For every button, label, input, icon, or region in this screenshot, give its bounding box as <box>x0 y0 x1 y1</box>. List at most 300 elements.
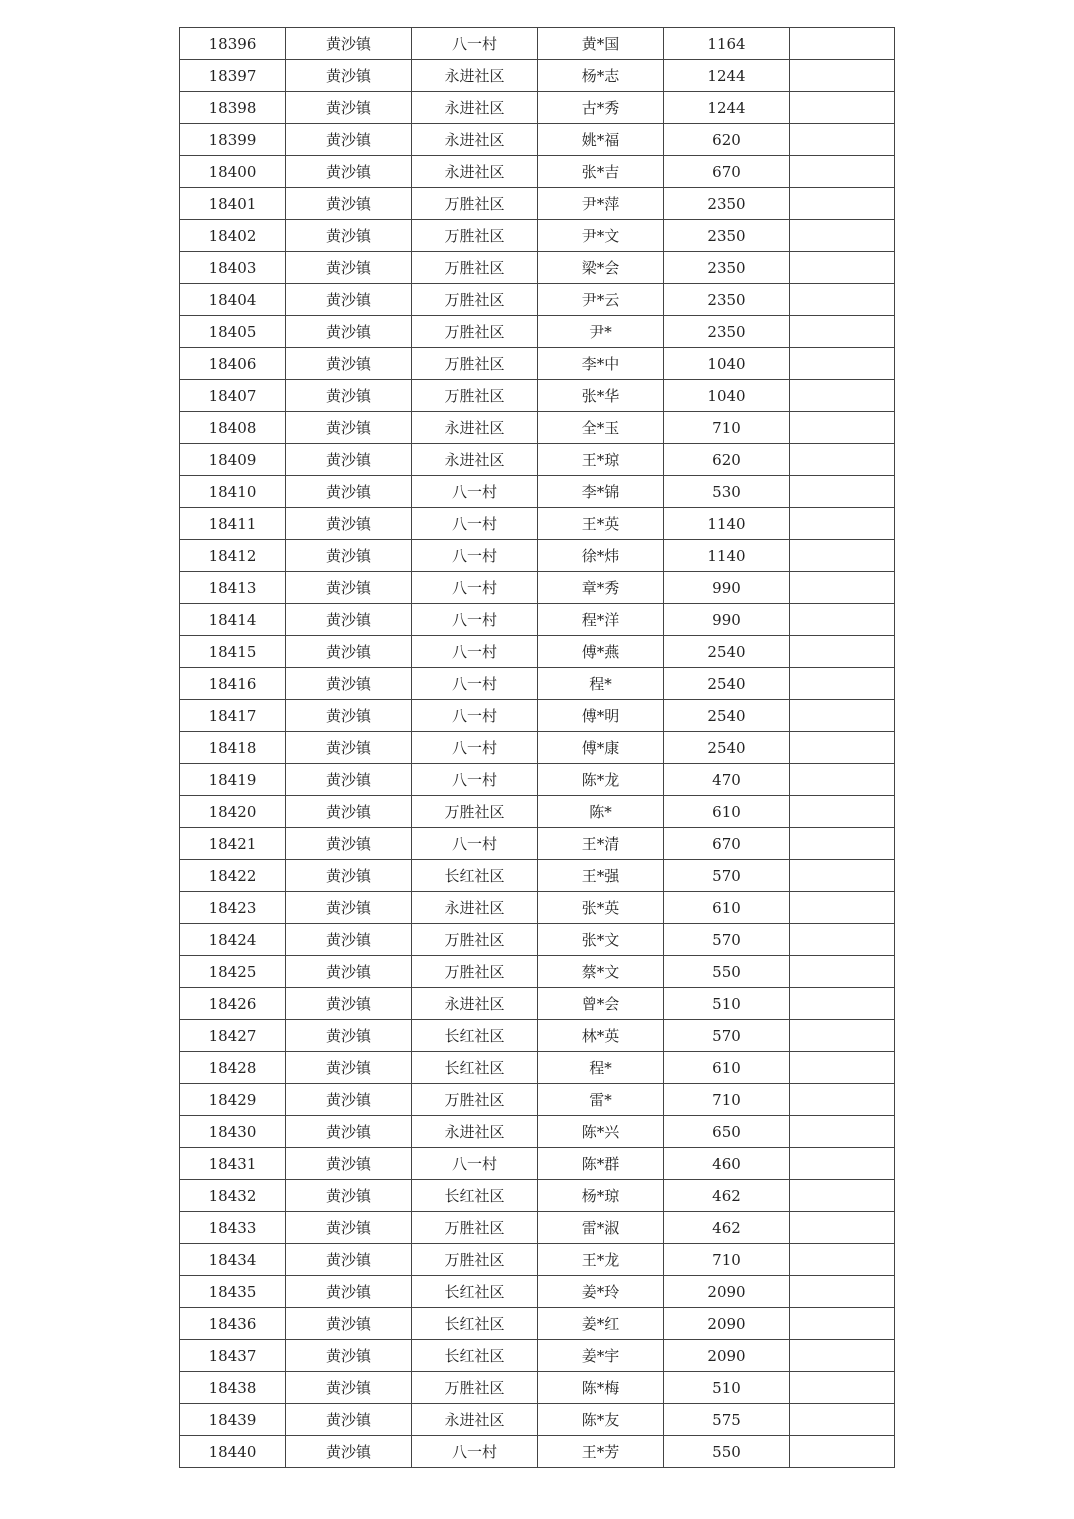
cell-village: 万胜社区 <box>412 924 538 956</box>
cell-name: 傅*康 <box>538 732 664 764</box>
cell-serial-number: 18399 <box>180 124 286 156</box>
cell-amount: 1040 <box>664 380 790 412</box>
cell-amount: 710 <box>664 1244 790 1276</box>
table-row <box>180 1404 895 1436</box>
cell-amount: 2350 <box>664 220 790 252</box>
cell-serial-number: 18434 <box>180 1244 286 1276</box>
cell-town: 黄沙镇 <box>286 988 412 1020</box>
cell-note <box>790 924 895 956</box>
cell-name: 尹*云 <box>538 284 664 316</box>
cell-town: 黄沙镇 <box>286 1084 412 1116</box>
cell-town: 黄沙镇 <box>286 604 412 636</box>
cell-name: 陈*兴 <box>538 1116 664 1148</box>
table-row <box>180 60 895 92</box>
cell-name: 黄*国 <box>538 28 664 60</box>
cell-amount: 570 <box>664 1020 790 1052</box>
table-row <box>180 284 895 316</box>
cell-serial-number: 18421 <box>180 828 286 860</box>
table-row <box>180 572 895 604</box>
cell-serial-number: 18439 <box>180 1404 286 1436</box>
cell-note <box>790 892 895 924</box>
cell-village: 八一村 <box>412 28 538 60</box>
cell-serial-number: 18418 <box>180 732 286 764</box>
table-row <box>180 604 895 636</box>
table-row <box>180 1148 895 1180</box>
table-row <box>180 316 895 348</box>
cell-amount: 470 <box>664 764 790 796</box>
table-row <box>180 700 895 732</box>
cell-amount: 610 <box>664 892 790 924</box>
table-row <box>180 444 895 476</box>
cell-village: 长红社区 <box>412 1340 538 1372</box>
cell-amount: 1244 <box>664 60 790 92</box>
cell-village: 万胜社区 <box>412 220 538 252</box>
cell-amount: 550 <box>664 956 790 988</box>
cell-village: 万胜社区 <box>412 348 538 380</box>
table-row <box>180 668 895 700</box>
cell-serial-number: 18422 <box>180 860 286 892</box>
table-row <box>180 124 895 156</box>
cell-serial-number: 18419 <box>180 764 286 796</box>
table-row <box>180 1180 895 1212</box>
cell-note <box>790 1436 895 1468</box>
cell-amount: 610 <box>664 796 790 828</box>
cell-serial-number: 18405 <box>180 316 286 348</box>
cell-village: 长红社区 <box>412 1276 538 1308</box>
cell-amount: 510 <box>664 1372 790 1404</box>
cell-name: 姜*红 <box>538 1308 664 1340</box>
cell-town: 黄沙镇 <box>286 284 412 316</box>
table-row <box>180 92 895 124</box>
table-row <box>180 476 895 508</box>
cell-note <box>790 156 895 188</box>
cell-note <box>790 1340 895 1372</box>
cell-serial-number: 18407 <box>180 380 286 412</box>
cell-serial-number: 18427 <box>180 1020 286 1052</box>
cell-town: 黄沙镇 <box>286 1340 412 1372</box>
cell-serial-number: 18440 <box>180 1436 286 1468</box>
cell-name: 姚*福 <box>538 124 664 156</box>
table-row <box>180 540 895 572</box>
cell-note <box>790 380 895 412</box>
table-row <box>180 956 895 988</box>
cell-village: 八一村 <box>412 572 538 604</box>
cell-village: 万胜社区 <box>412 252 538 284</box>
cell-name: 徐*炜 <box>538 540 664 572</box>
cell-note <box>790 1212 895 1244</box>
table-row <box>180 988 895 1020</box>
cell-serial-number: 18413 <box>180 572 286 604</box>
cell-name: 王*琼 <box>538 444 664 476</box>
cell-village: 永进社区 <box>412 412 538 444</box>
cell-note <box>790 1244 895 1276</box>
cell-note <box>790 124 895 156</box>
cell-name: 陈*梅 <box>538 1372 664 1404</box>
cell-serial-number: 18403 <box>180 252 286 284</box>
cell-note <box>790 1148 895 1180</box>
cell-town: 黄沙镇 <box>286 828 412 860</box>
cell-town: 黄沙镇 <box>286 28 412 60</box>
table-row <box>180 732 895 764</box>
table-row <box>180 1340 895 1372</box>
cell-name: 曾*会 <box>538 988 664 1020</box>
cell-amount: 575 <box>664 1404 790 1436</box>
cell-amount: 650 <box>664 1116 790 1148</box>
cell-name: 傅*明 <box>538 700 664 732</box>
cell-serial-number: 18415 <box>180 636 286 668</box>
cell-name: 张*吉 <box>538 156 664 188</box>
cell-amount: 2540 <box>664 668 790 700</box>
cell-village: 长红社区 <box>412 1308 538 1340</box>
cell-village: 八一村 <box>412 700 538 732</box>
cell-name: 程* <box>538 668 664 700</box>
cell-name: 陈*龙 <box>538 764 664 796</box>
cell-town: 黄沙镇 <box>286 156 412 188</box>
cell-village: 永进社区 <box>412 60 538 92</box>
cell-serial-number: 18400 <box>180 156 286 188</box>
cell-village: 长红社区 <box>412 1052 538 1084</box>
cell-name: 王*强 <box>538 860 664 892</box>
cell-serial-number: 18411 <box>180 508 286 540</box>
cell-note <box>790 316 895 348</box>
table-row <box>180 348 895 380</box>
cell-town: 黄沙镇 <box>286 796 412 828</box>
cell-village: 永进社区 <box>412 444 538 476</box>
cell-note <box>790 860 895 892</box>
table-row <box>180 1276 895 1308</box>
cell-town: 黄沙镇 <box>286 860 412 892</box>
cell-note <box>790 1404 895 1436</box>
cell-amount: 2350 <box>664 252 790 284</box>
table-row <box>180 796 895 828</box>
cell-town: 黄沙镇 <box>286 1020 412 1052</box>
table-row <box>180 1116 895 1148</box>
cell-town: 黄沙镇 <box>286 572 412 604</box>
cell-note <box>790 732 895 764</box>
table-row <box>180 1020 895 1052</box>
cell-name: 程*洋 <box>538 604 664 636</box>
cell-town: 黄沙镇 <box>286 956 412 988</box>
cell-serial-number: 18430 <box>180 1116 286 1148</box>
cell-village: 万胜社区 <box>412 284 538 316</box>
cell-village: 永进社区 <box>412 1116 538 1148</box>
cell-village: 万胜社区 <box>412 316 538 348</box>
cell-note <box>790 476 895 508</box>
cell-serial-number: 18401 <box>180 188 286 220</box>
cell-village: 万胜社区 <box>412 380 538 412</box>
cell-village: 万胜社区 <box>412 796 538 828</box>
cell-name: 杨*琼 <box>538 1180 664 1212</box>
cell-village: 八一村 <box>412 828 538 860</box>
cell-name: 林*英 <box>538 1020 664 1052</box>
cell-town: 黄沙镇 <box>286 636 412 668</box>
cell-town: 黄沙镇 <box>286 1052 412 1084</box>
table-row <box>180 1244 895 1276</box>
cell-serial-number: 18420 <box>180 796 286 828</box>
cell-note <box>790 28 895 60</box>
cell-note <box>790 188 895 220</box>
cell-village: 永进社区 <box>412 92 538 124</box>
cell-town: 黄沙镇 <box>286 1244 412 1276</box>
cell-serial-number: 18432 <box>180 1180 286 1212</box>
cell-name: 李*中 <box>538 348 664 380</box>
cell-village: 八一村 <box>412 636 538 668</box>
cell-serial-number: 18398 <box>180 92 286 124</box>
cell-village: 永进社区 <box>412 988 538 1020</box>
cell-town: 黄沙镇 <box>286 1308 412 1340</box>
cell-town: 黄沙镇 <box>286 1276 412 1308</box>
table-row <box>180 636 895 668</box>
cell-amount: 550 <box>664 1436 790 1468</box>
cell-name: 古*秀 <box>538 92 664 124</box>
cell-village: 八一村 <box>412 764 538 796</box>
cell-name: 尹*萍 <box>538 188 664 220</box>
cell-amount: 510 <box>664 988 790 1020</box>
cell-note <box>790 604 895 636</box>
cell-name: 王*芳 <box>538 1436 664 1468</box>
cell-amount: 990 <box>664 572 790 604</box>
cell-town: 黄沙镇 <box>286 1116 412 1148</box>
cell-town: 黄沙镇 <box>286 892 412 924</box>
cell-village: 八一村 <box>412 540 538 572</box>
table-row <box>180 1372 895 1404</box>
cell-serial-number: 18424 <box>180 924 286 956</box>
cell-town: 黄沙镇 <box>286 412 412 444</box>
cell-town: 黄沙镇 <box>286 668 412 700</box>
cell-amount: 1164 <box>664 28 790 60</box>
cell-serial-number: 18402 <box>180 220 286 252</box>
cell-amount: 2540 <box>664 636 790 668</box>
cell-amount: 462 <box>664 1180 790 1212</box>
table-row <box>180 1308 895 1340</box>
cell-amount: 2350 <box>664 316 790 348</box>
cell-amount: 1244 <box>664 92 790 124</box>
cell-village: 八一村 <box>412 604 538 636</box>
table-row <box>180 508 895 540</box>
cell-town: 黄沙镇 <box>286 316 412 348</box>
cell-town: 黄沙镇 <box>286 1180 412 1212</box>
cell-village: 长红社区 <box>412 860 538 892</box>
cell-amount: 1140 <box>664 508 790 540</box>
cell-note <box>790 636 895 668</box>
cell-note <box>790 220 895 252</box>
cell-town: 黄沙镇 <box>286 220 412 252</box>
cell-serial-number: 18423 <box>180 892 286 924</box>
cell-amount: 1140 <box>664 540 790 572</box>
cell-amount: 710 <box>664 1084 790 1116</box>
cell-name: 雷* <box>538 1084 664 1116</box>
cell-amount: 462 <box>664 1212 790 1244</box>
cell-name: 王*英 <box>538 508 664 540</box>
table-row <box>180 412 895 444</box>
cell-village: 八一村 <box>412 732 538 764</box>
cell-serial-number: 18396 <box>180 28 286 60</box>
cell-town: 黄沙镇 <box>286 1212 412 1244</box>
table-row <box>180 220 895 252</box>
cell-serial-number: 18410 <box>180 476 286 508</box>
cell-note <box>790 1180 895 1212</box>
cell-name: 梁*会 <box>538 252 664 284</box>
cell-village: 永进社区 <box>412 156 538 188</box>
cell-amount: 2350 <box>664 284 790 316</box>
cell-town: 黄沙镇 <box>286 540 412 572</box>
table-row <box>180 1052 895 1084</box>
cell-note <box>790 60 895 92</box>
cell-name: 陈*友 <box>538 1404 664 1436</box>
cell-serial-number: 18414 <box>180 604 286 636</box>
cell-village: 八一村 <box>412 1148 538 1180</box>
cell-note <box>790 956 895 988</box>
cell-note <box>790 1020 895 1052</box>
cell-town: 黄沙镇 <box>286 924 412 956</box>
cell-name: 姜*玲 <box>538 1276 664 1308</box>
cell-town: 黄沙镇 <box>286 732 412 764</box>
data-table <box>179 27 895 1468</box>
cell-village: 永进社区 <box>412 124 538 156</box>
cell-village: 万胜社区 <box>412 188 538 220</box>
cell-town: 黄沙镇 <box>286 508 412 540</box>
table-row <box>180 380 895 412</box>
cell-amount: 2090 <box>664 1340 790 1372</box>
cell-name: 王*龙 <box>538 1244 664 1276</box>
cell-village: 长红社区 <box>412 1180 538 1212</box>
table-row <box>180 188 895 220</box>
cell-serial-number: 18416 <box>180 668 286 700</box>
cell-note <box>790 1084 895 1116</box>
cell-village: 万胜社区 <box>412 956 538 988</box>
cell-serial-number: 18428 <box>180 1052 286 1084</box>
cell-serial-number: 18429 <box>180 1084 286 1116</box>
cell-town: 黄沙镇 <box>286 1436 412 1468</box>
cell-town: 黄沙镇 <box>286 764 412 796</box>
cell-town: 黄沙镇 <box>286 92 412 124</box>
table-row <box>180 860 895 892</box>
cell-note <box>790 508 895 540</box>
table-body <box>180 28 895 1468</box>
cell-amount: 2540 <box>664 700 790 732</box>
cell-town: 黄沙镇 <box>286 700 412 732</box>
cell-amount: 610 <box>664 1052 790 1084</box>
cell-town: 黄沙镇 <box>286 476 412 508</box>
cell-village: 八一村 <box>412 1436 538 1468</box>
table-row <box>180 1084 895 1116</box>
cell-village: 永进社区 <box>412 892 538 924</box>
cell-amount: 710 <box>664 412 790 444</box>
cell-town: 黄沙镇 <box>286 1148 412 1180</box>
cell-name: 尹*文 <box>538 220 664 252</box>
cell-note <box>790 764 895 796</box>
cell-name: 蔡*文 <box>538 956 664 988</box>
cell-name: 姜*宇 <box>538 1340 664 1372</box>
cell-note <box>790 1276 895 1308</box>
cell-serial-number: 18436 <box>180 1308 286 1340</box>
cell-name: 陈* <box>538 796 664 828</box>
cell-town: 黄沙镇 <box>286 444 412 476</box>
cell-note <box>790 540 895 572</box>
table-row <box>180 28 895 60</box>
cell-amount: 2090 <box>664 1308 790 1340</box>
table-row <box>180 892 895 924</box>
cell-note <box>790 348 895 380</box>
cell-serial-number: 18425 <box>180 956 286 988</box>
cell-town: 黄沙镇 <box>286 188 412 220</box>
cell-town: 黄沙镇 <box>286 252 412 284</box>
cell-amount: 1040 <box>664 348 790 380</box>
cell-village: 万胜社区 <box>412 1372 538 1404</box>
cell-name: 尹* <box>538 316 664 348</box>
table-row <box>180 252 895 284</box>
cell-amount: 2540 <box>664 732 790 764</box>
cell-amount: 670 <box>664 156 790 188</box>
cell-amount: 570 <box>664 860 790 892</box>
cell-amount: 990 <box>664 604 790 636</box>
cell-note <box>790 572 895 604</box>
cell-note <box>790 412 895 444</box>
cell-village: 永进社区 <box>412 1404 538 1436</box>
cell-amount: 670 <box>664 828 790 860</box>
cell-village: 万胜社区 <box>412 1244 538 1276</box>
cell-serial-number: 18426 <box>180 988 286 1020</box>
cell-note <box>790 700 895 732</box>
table-row <box>180 1436 895 1468</box>
cell-name: 程* <box>538 1052 664 1084</box>
cell-note <box>790 284 895 316</box>
cell-serial-number: 18412 <box>180 540 286 572</box>
cell-note <box>790 252 895 284</box>
cell-note <box>790 796 895 828</box>
cell-note <box>790 1052 895 1084</box>
cell-name: 全*玉 <box>538 412 664 444</box>
cell-amount: 570 <box>664 924 790 956</box>
cell-town: 黄沙镇 <box>286 60 412 92</box>
cell-serial-number: 18404 <box>180 284 286 316</box>
cell-town: 黄沙镇 <box>286 1404 412 1436</box>
cell-amount: 460 <box>664 1148 790 1180</box>
cell-serial-number: 18435 <box>180 1276 286 1308</box>
table-row <box>180 924 895 956</box>
cell-name: 章*秀 <box>538 572 664 604</box>
cell-serial-number: 18397 <box>180 60 286 92</box>
cell-village: 万胜社区 <box>412 1212 538 1244</box>
cell-amount: 530 <box>664 476 790 508</box>
cell-name: 陈*群 <box>538 1148 664 1180</box>
cell-village: 八一村 <box>412 668 538 700</box>
cell-name: 杨*志 <box>538 60 664 92</box>
cell-amount: 2350 <box>664 188 790 220</box>
cell-name: 张*华 <box>538 380 664 412</box>
cell-amount: 620 <box>664 124 790 156</box>
cell-town: 黄沙镇 <box>286 348 412 380</box>
cell-village: 万胜社区 <box>412 1084 538 1116</box>
table-row <box>180 1212 895 1244</box>
cell-serial-number: 18408 <box>180 412 286 444</box>
cell-serial-number: 18433 <box>180 1212 286 1244</box>
cell-name: 张*英 <box>538 892 664 924</box>
cell-note <box>790 92 895 124</box>
cell-note <box>790 444 895 476</box>
cell-town: 黄沙镇 <box>286 124 412 156</box>
cell-name: 傅*燕 <box>538 636 664 668</box>
cell-note <box>790 1372 895 1404</box>
cell-village: 八一村 <box>412 476 538 508</box>
cell-serial-number: 18409 <box>180 444 286 476</box>
table-row <box>180 764 895 796</box>
cell-town: 黄沙镇 <box>286 380 412 412</box>
cell-note <box>790 988 895 1020</box>
cell-amount: 620 <box>664 444 790 476</box>
cell-name: 雷*淑 <box>538 1212 664 1244</box>
cell-town: 黄沙镇 <box>286 1372 412 1404</box>
